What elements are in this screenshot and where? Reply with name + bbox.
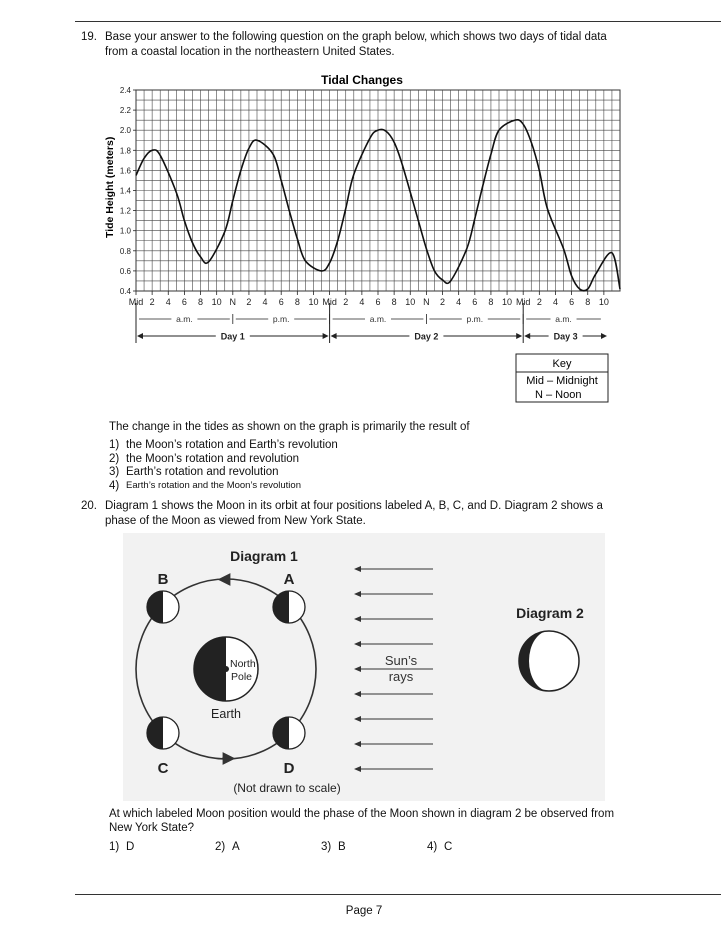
label-A: A [283, 571, 295, 588]
y-tick-label: 1.0 [119, 226, 131, 236]
q19-stem-line2: from a coastal location in the northeastern United States. [105, 46, 395, 58]
q19-choice-4: Earth’s rotation and the Moon’s revolution [126, 480, 301, 491]
y-tick-label: 1.4 [119, 186, 131, 196]
moon-C [147, 717, 179, 749]
x-tick-label: 4 [456, 297, 462, 307]
diagram1-title: Diagram 1 [230, 548, 298, 564]
q20-stem-line1: Diagram 1 shows the Moon in its orbit at four positions labeled A, B, C, and D. Diagram 2 shows a [105, 500, 603, 512]
x-tick-label: 6 [375, 297, 381, 307]
y-tick-label: 2.0 [119, 126, 131, 136]
x-tick-label: 2 [343, 297, 349, 307]
chart-title: Tidal Changes [321, 73, 403, 87]
x-tick-label: 2 [149, 297, 155, 307]
q19-stem-line1: Base your answer to the following question on the graph below, which shows two days of tidal data [105, 31, 607, 43]
x-tick-label: 8 [294, 297, 300, 307]
x-tick-label: 10 [502, 297, 513, 307]
q20-choice-4: C [444, 841, 453, 853]
suns-rays-label-2: rays [388, 669, 414, 684]
x-tick-label: 4 [552, 297, 558, 307]
x-tick-label: 10 [598, 297, 609, 307]
moon-A [273, 591, 305, 623]
q19-choice-3-num: 3) [109, 466, 120, 478]
x-tick-label: 6 [472, 297, 478, 307]
q20-choice-3-num: 3) [321, 841, 332, 853]
q19-number: 19. [81, 31, 97, 43]
q20-question-line2: New York State? [109, 822, 195, 834]
key-line-midnight: Mid – Midnight [526, 375, 598, 387]
x-tick-label: 2 [246, 297, 252, 307]
x-tick-label: 4 [262, 297, 268, 307]
y-tick-label: 1.2 [119, 206, 131, 216]
label-C: C [157, 760, 169, 777]
y-tick-label: 1.6 [119, 166, 131, 176]
period-label: a.m. [555, 314, 572, 324]
scale-note: (Not drawn to scale) [233, 781, 341, 795]
q19-choice-1-num: 1) [109, 439, 120, 451]
y-axis-label: Tide Height (meters) [104, 136, 116, 238]
key-line-noon: N – Noon [535, 389, 582, 401]
q20-choice-1: D [126, 841, 135, 853]
diagram2-title: Diagram 2 [516, 605, 584, 621]
day-label: Day 1 [220, 331, 245, 342]
north-pole-label-1: North [230, 658, 256, 670]
x-tick-label: 6 [181, 297, 187, 307]
q20-stem-line2: phase of the Moon as viewed from New York State. [105, 515, 366, 527]
x-tick-label: Mid [322, 297, 337, 307]
x-tick-label: 6 [278, 297, 284, 307]
period-label: p.m. [272, 314, 290, 324]
x-tick-label: 8 [391, 297, 397, 307]
x-tick-label: 6 [569, 297, 575, 307]
y-tick-label: 0.4 [119, 287, 131, 296]
y-tick-label: 0.8 [119, 246, 131, 256]
q20-choice-3: B [338, 841, 346, 853]
x-tick-label: 8 [198, 297, 204, 307]
q19-question: The change in the tides as shown on the graph is primarily the result of [109, 421, 470, 433]
day-label: Day 3 [553, 331, 578, 342]
x-tick-label: 8 [488, 297, 494, 307]
x-tick-label: 2 [536, 297, 542, 307]
x-tick-label: N [229, 297, 237, 307]
y-tick-label: 1.8 [119, 146, 131, 156]
q19-choice-1: the Moon’s rotation and Earth’s revolution [126, 439, 338, 451]
x-tick-label: 10 [308, 297, 319, 307]
x-tick-label: 4 [359, 297, 365, 307]
q19-choice-2-num: 2) [109, 453, 120, 465]
x-tick-label: 2 [440, 297, 446, 307]
moon-phase-diagram2 [519, 631, 579, 691]
moon-B [147, 591, 179, 623]
x-tick-label: N [423, 297, 430, 307]
q20-choice-1-num: 1) [109, 841, 120, 853]
x-tick-label: 10 [405, 297, 416, 307]
x-tick-label: Mid [128, 297, 144, 307]
q20-choice-2-num: 2) [215, 841, 226, 853]
north-pole-label-2: Pole [231, 671, 253, 683]
q19-choice-2: the Moon’s rotation and revolution [126, 453, 300, 465]
q20-choice-2: A [232, 841, 240, 853]
period-label: a.m. [176, 314, 193, 324]
key-title: Key [552, 358, 572, 370]
page-number: Page 7 [345, 905, 383, 917]
q20-number: 20. [81, 500, 97, 512]
period-label: a.m. [369, 314, 387, 324]
moon-D [273, 717, 305, 749]
day-label: Day 2 [414, 331, 439, 342]
earth-label: Earth [211, 707, 241, 721]
q20-choice-4-num: 4) [427, 841, 438, 853]
x-tick-label: 4 [165, 297, 171, 307]
x-tick-label: 8 [585, 297, 591, 307]
label-D: D [283, 760, 295, 777]
q19-choice-4-num: 4) [109, 480, 120, 492]
y-tick-label: 2.2 [119, 106, 131, 116]
y-tick-label: 2.4 [119, 86, 131, 95]
bottom-rule [75, 894, 721, 895]
q19-choice-3: Earth’s rotation and revolution [126, 466, 279, 478]
period-label: p.m. [466, 314, 484, 324]
q20-question-line1: At which labeled Moon position would the phase of the Moon shown in diagram 2 be observed from [109, 808, 615, 820]
y-tick-label: 0.6 [119, 266, 131, 276]
label-B: B [157, 571, 169, 588]
x-tick-label: Mid [515, 297, 531, 307]
suns-rays-label-1: Sun’s [384, 653, 418, 668]
x-tick-label: 10 [211, 297, 222, 307]
